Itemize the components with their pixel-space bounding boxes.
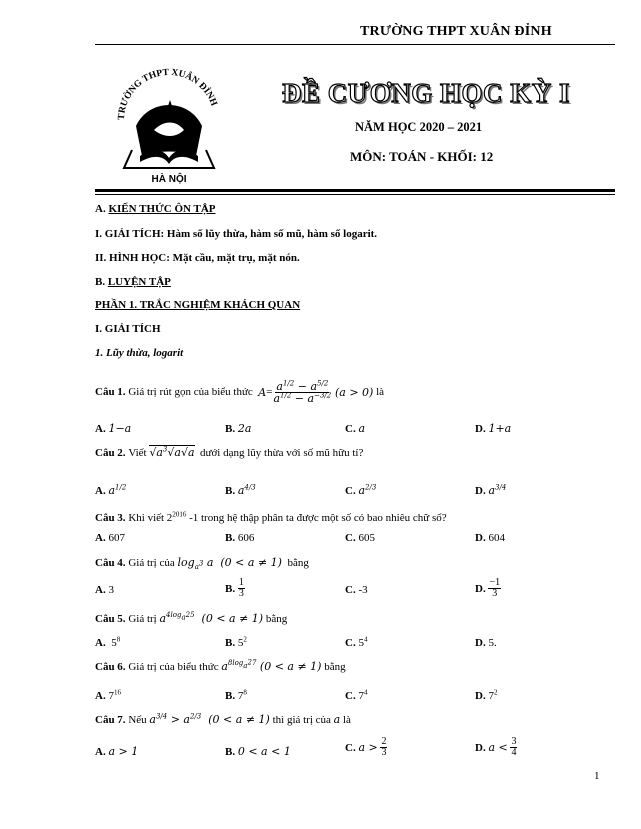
q4-option-a: A. 3 xyxy=(95,584,114,596)
q6-option-a: A. $7^{16}$ xyxy=(95,688,121,702)
question-1: Câu 1. Giá trị rút gọn của biểu thức A = $\frac{a^{1/2} - a^{5/2}}{a^{1/2} - a^{-3/2}}$ (a > 0) là xyxy=(95,378,385,405)
q7-option-d: D. a < $\frac{3}{4}$ xyxy=(475,736,517,758)
document-title: ĐỀ CƯƠNG HỌC KỲ I xyxy=(282,78,571,108)
q2-option-c: C. $a^{2/3}$ xyxy=(345,483,377,497)
subject-grade: MÔN: TOÁN - KHỐI: 12 xyxy=(350,149,494,164)
q3-option-a: A. 607 xyxy=(95,532,125,544)
q7-option-c: C. a > $\frac{2}{3}$ xyxy=(345,736,387,758)
q2-option-a: A. $a^{1/2}$ xyxy=(95,483,127,497)
q5-option-c: C. $5^4$ xyxy=(345,635,368,649)
thick-divider xyxy=(95,189,615,192)
section-geometry: II. HÌNH HỌC: Mặt cầu, mặt trụ, mặt nón. xyxy=(95,252,300,264)
school-logo xyxy=(104,58,234,186)
question-7: Câu 7. Nếu $a^{3/4} > a^{2/3}$ (0 < a ≠ 1) thì giá trị của a là xyxy=(95,712,351,726)
q3-option-b: B. 606 xyxy=(225,532,255,544)
thin-divider xyxy=(95,194,615,195)
q3-option-d: D. 604 xyxy=(475,532,505,544)
q6-option-b: B. $7^8$ xyxy=(225,688,247,702)
part-1-heading: PHẦN 1. TRẮC NGHIỆM KHÁCH QUAN xyxy=(95,299,301,311)
q1-option-a: A. 1−a xyxy=(95,422,132,435)
page-number: 1 xyxy=(594,770,600,782)
q6-option-d: D. $7^2$ xyxy=(475,688,498,702)
q1-option-b: B. 2a xyxy=(225,422,252,435)
question-6: Câu 6. Giá trị của biểu thức $a^{8log_{a^2}7}$ (0 < a ≠ 1) bằng xyxy=(95,658,346,673)
q4-option-d: D. $\frac{-1}{3}$ xyxy=(475,577,501,599)
q5-option-a: A. $5^8$ xyxy=(95,635,121,649)
q4-option-b: B. $\frac{1}{3}$ xyxy=(225,577,244,599)
question-4: Câu 4. Giá trị của $\log_{a^3} a$ (0 < a ≠ 1) bằng xyxy=(95,556,309,572)
q1-option-c: C. a xyxy=(345,422,366,435)
q2-option-d: D. $a^{3/4}$ xyxy=(475,483,507,497)
school-name-header: TRƯỜNG THPT XUÂN ĐỈNH xyxy=(360,24,552,39)
question-3: Câu 3. Khi viết $2^{2016}$ -1 trong hệ thập phân ta được một số có bao nhiêu chữ số? xyxy=(95,510,447,524)
analysis-heading: I. GIẢI TÍCH xyxy=(95,323,161,335)
section-analysis: I. GIẢI TÍCH: Hàm số lũy thừa, hàm số mũ, hàm số logarit. xyxy=(95,228,378,240)
question-2: Câu 2. Viết $√a^3√a√a$ dưới dạng lũy thừa với số mũ hữu tỉ? xyxy=(95,445,364,459)
q5-option-b: B. $5^2$ xyxy=(225,635,247,649)
question-5: Câu 5. Giá trị $a^{4log_a25}$ (0 < a ≠ 1) bằng xyxy=(95,611,288,625)
school-year: NĂM HỌC 2020 – 2021 xyxy=(355,120,483,134)
section-b-heading: B. LUYỆN TẬP xyxy=(95,276,171,288)
subsection-powers-logs: 1. Lũy thừa, logarit xyxy=(95,347,184,359)
header-rule xyxy=(95,44,615,45)
logo-arc-text: TRƯỜNG THPT XUÂN ĐỈNH xyxy=(116,67,219,121)
q4-option-c: C. -3 xyxy=(345,584,368,596)
q6-option-c: C. $7^4$ xyxy=(345,688,368,702)
q1-option-d: D. 1+a xyxy=(475,422,512,435)
q5-option-d: D. 5. xyxy=(475,637,497,649)
q3-option-c: C. 605 xyxy=(345,532,375,544)
q2-option-b: B. $a^{4/3}$ xyxy=(225,483,256,497)
section-a-heading: A. KIẾN THỨC ÔN TẬP xyxy=(95,203,216,215)
logo-bottom-text: HÀ NỘI xyxy=(151,174,187,185)
q7-option-b: B. 0 < a < 1 xyxy=(225,745,291,758)
q7-option-a: A. a > 1 xyxy=(95,745,139,758)
